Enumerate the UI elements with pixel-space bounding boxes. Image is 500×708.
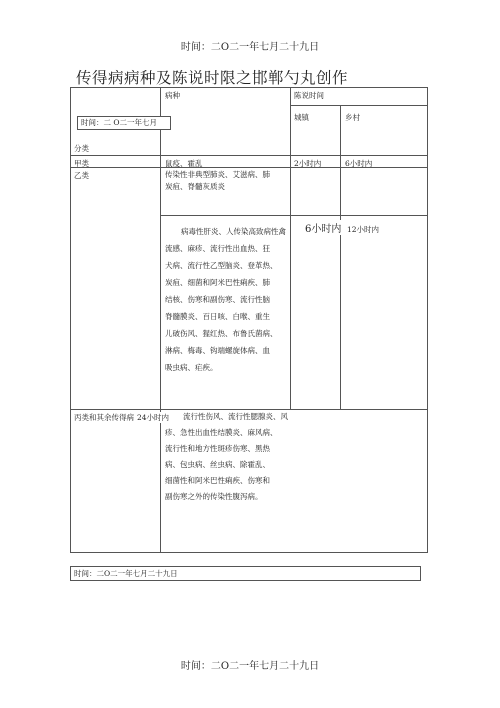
page-footer-time: 时间：二O二一年七月二十九日 <box>180 661 320 672</box>
row-a-city: 2小时内 <box>294 159 322 168</box>
header-report-time: 陈说时间 <box>294 91 324 100</box>
header-class: 分类 <box>74 144 89 153</box>
row-b-village: 12小时内 <box>347 225 380 234</box>
page-title: 传得病病种及陈说时限之邯郸勺丸创作 <box>76 69 349 87</box>
row-b-city: 6小时内 <box>305 220 341 235</box>
page-header-time: 时间：二O二一年七月二十九日 <box>180 42 320 53</box>
header-city: 城镇 <box>294 113 309 122</box>
row-c-city: 24小时内 <box>137 413 170 422</box>
header-village: 乡村 <box>345 113 360 122</box>
row-class-a: 甲类 <box>74 159 89 168</box>
row-class-c: 丙类和其余传得病 <box>74 413 134 422</box>
row-class-b: 乙类 <box>74 171 89 180</box>
inline-time-stamp: 时间：二 O二一年七月 <box>77 116 171 130</box>
row-c-diseases: 流行性伤风、流行性腮腺炎、风 疹、急性出血性结膜炎、麻风病、 流行性和地方性斑疹伤寒、黑热 病、包虫病、丝虫病、除霍乱、 细菌性和阿米巴性痢疾、伤寒和 副伤寒之外的传染性腹泻病。 <box>165 412 288 501</box>
row-a-village: 6小时内 <box>345 159 373 168</box>
row-b-diseases-2: 病毒性肝炎、人传染高致病性禽 流感、麻疹、流行性出血热、狂 犬病、流行性乙型脑炎、登革热、 炭疽、细菌和阿米巴性痢疾、肺 结核、伤寒和副伤寒、流行性脑 脊髓膜炎、百日咳、白喉、重生 儿破伤风、猩红热、布鲁氏菌病、 淋病、梅毒、钩端螺旋体病、血 吸虫病、疟疾。 <box>165 227 286 372</box>
row-b-diseases-1: 传染性非典型肺炎、艾滋病、肺 炭疽、脊髓灰质炎 <box>165 170 270 191</box>
header-disease: 病种 <box>165 91 180 100</box>
bottom-time-box: 时间：二O二一年七月二十九日 <box>70 566 421 581</box>
row-a-diseases: 鼠疫、霍乱 <box>165 159 203 168</box>
